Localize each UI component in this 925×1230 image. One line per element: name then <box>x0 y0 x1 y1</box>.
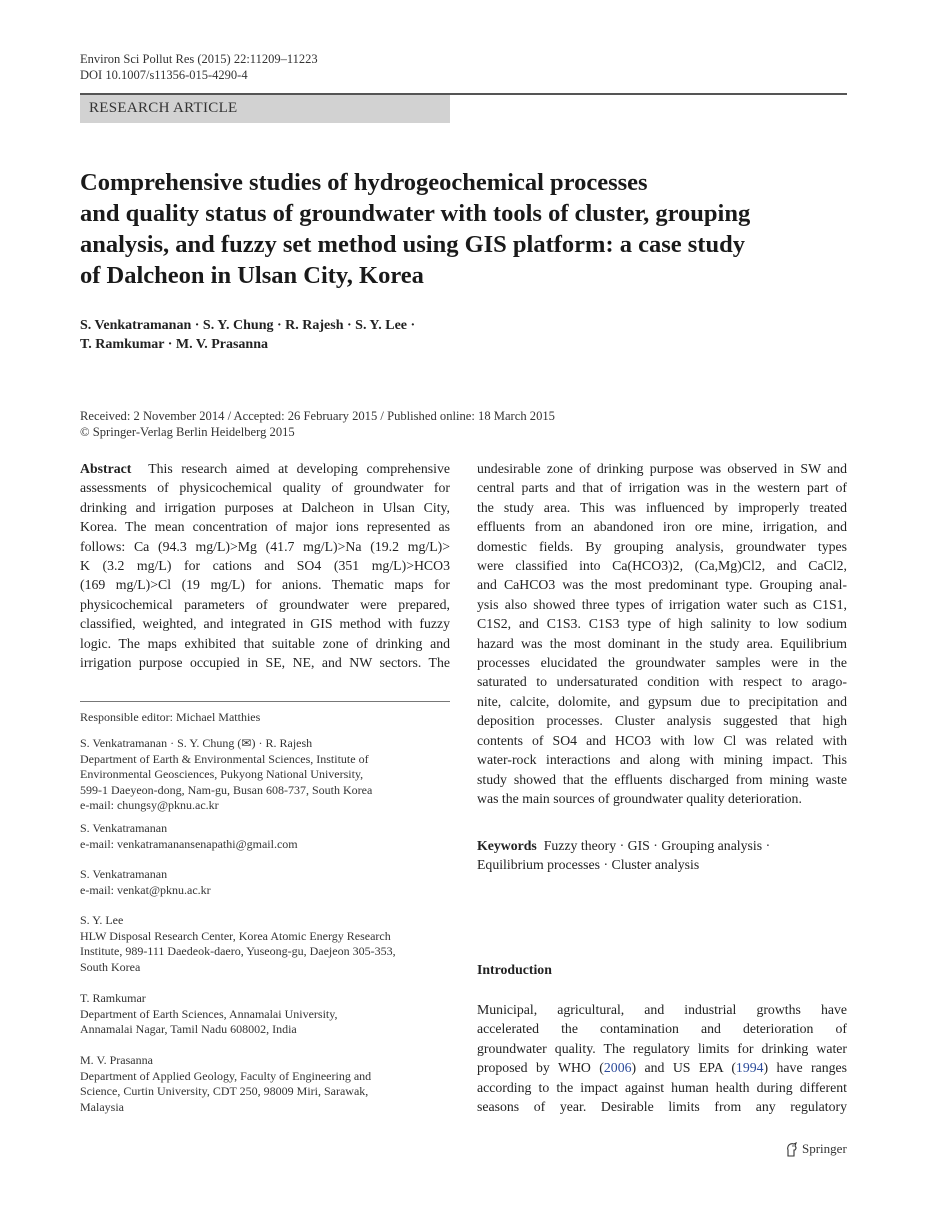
abstract-line: C1S2, and C1S3. C1S3 type of high salinity to low sodium <box>477 616 847 632</box>
abstract-column-right <box>477 459 847 808</box>
email-link[interactable]: e-mail: venkat@pknu.ac.kr <box>80 882 211 897</box>
footnote-rule <box>80 701 450 702</box>
abstract-line: saturated to undersaturated condition with respect to arago- <box>477 674 847 690</box>
abstract-line: were classified into Ca(HCO3)2, (Ca,Mg)Cl2, and CaCl2, <box>477 558 847 574</box>
email-link[interactable]: e-mail: chungsy@pknu.ac.kr <box>80 798 219 812</box>
intro-line: Municipal, agricultural, and industrial growths have <box>477 1002 847 1017</box>
title-line: analysis, and fuzzy set method using GIS platform: a case study <box>80 231 745 258</box>
publisher-logo <box>785 1141 847 1157</box>
springer-horse-icon <box>785 1142 798 1157</box>
affiliation-block: M. V. Prasanna Department of Applied Geology, Faculty of Engineering and Science, Curtin University, CDT 250, 98009 Miri, Sarawak, Malaysia <box>80 1053 372 1114</box>
abstract-line: ysis also showed three types of irrigation water such as C1S1, <box>477 596 847 612</box>
abstract-line: K (3.2 mg/L) for cations and SO4 (351 mg/L)>HCO3 <box>80 558 450 574</box>
abstract-line: study showed that the effluents discharged from mining waste <box>477 771 847 787</box>
citation-link[interactable]: 2006 <box>603 1060 632 1076</box>
author-list <box>80 316 415 354</box>
author-line: T. Ramkumar · M. V. Prasanna <box>80 337 268 352</box>
keywords-line: Equilibrium processes · Cluster analysis <box>477 857 700 873</box>
abstract-line: physicochemical parameters of groundwater were prepared, <box>80 596 450 612</box>
title-line: and quality status of groundwater with tools of cluster, grouping <box>80 200 751 227</box>
keywords-line: Fuzzy theory · GIS · Grouping analysis · <box>543 838 771 853</box>
journal-citation: Environ Sci Pollut Res (2015) 22:11209–11223 <box>80 52 318 66</box>
dates-line: Received: 2 November 2014 / Accepted: 26 February 2015 / Published online: 18 March 2015 <box>80 409 555 423</box>
publisher-name: Springer <box>802 1141 847 1156</box>
author-line: S. Venkatramanan · S. Y. Chung · R. Rajesh · S. Y. Lee · <box>80 318 416 333</box>
title-line: Comprehensive studies of hydrogeochemical processes <box>80 169 648 196</box>
affiliation-block: S. Venkatramanan · S. Y. Chung (✉) · R. Rajesh Department of Earth & Environmental Sciences, Institute of Environmental Geosciences, Pukyong National University, 599-1 Daeyeon-dong, Nam-gu, Busan 608-737, South Korea e-mail: chungsy@pknu.ac.kr <box>80 736 450 814</box>
abstract-column-left <box>80 459 450 672</box>
abstract-line: drinking and irrigation purposes at Dalcheon in Ulsan City, <box>80 499 450 515</box>
abstract-line: hazard was the most dominant in the study area. Equilibrium <box>477 635 847 651</box>
intro-line: according to the impact against human health during different <box>477 1079 847 1095</box>
affiliation-block: S. Venkatramanan e-mail: venkat@pknu.ac.kr <box>80 867 450 898</box>
article-type-banner <box>80 95 450 123</box>
affiliation-block: T. Ramkumar Department of Earth Sciences, Annamalai University, Annamalai Nagar, Tamil Nadu 608002, India <box>80 991 338 1036</box>
journal-header <box>80 51 318 83</box>
intro-line: groundwater quality. The regulatory limits for drinking water <box>477 1040 847 1056</box>
keywords <box>477 836 857 875</box>
abstract-line: central parts and that of irrigation was in the western part of <box>477 480 847 496</box>
email-link[interactable]: e-mail: venkatramanansenapathi@gmail.com <box>80 836 298 851</box>
abstract-line: nite, calcite, dolomite, and gypsum due to precipitation and <box>477 693 847 709</box>
publication-dates <box>80 409 555 440</box>
affiliation-block: S. Venkatramanan e-mail: venkatramanansenapathi@gmail.com <box>80 821 450 852</box>
abstract-line: logic. The maps exhibited that suitable zone of drinking and <box>80 635 450 651</box>
abstract-line: deposition processes. Cluster analysis suggested that high <box>477 713 847 729</box>
affiliation-block: S. Y. Lee HLW Disposal Research Center, Korea Atomic Energy Research Institute, 989-111 Daedeok-daero, Yuseong-gu, Daejeon 305-353, South Korea <box>80 913 396 974</box>
introduction-heading: Introduction <box>477 962 552 977</box>
article-type-label: RESEARCH ARTICLE <box>89 100 238 116</box>
abstract-line: effluents from an abandoned iron ore mine, irrigation, and <box>477 519 847 535</box>
abstract-line: was the main sources of groundwater quality deterioration. <box>477 790 802 806</box>
abstract-heading: Abstract <box>80 461 132 476</box>
intro-line: seasons of year. Desirable limits from any regulatory <box>477 1099 847 1115</box>
doi[interactable]: DOI 10.1007/s11356-015-4290-4 <box>80 68 248 82</box>
abstract-line: Korea. The mean concentration of major ions represented as <box>80 519 450 535</box>
abstract-line: undesirable zone of drinking purpose was observed in SW and <box>477 461 847 476</box>
intro-line: accelerated the contamination and deterioration of <box>477 1021 847 1037</box>
citation-link[interactable]: 1994 <box>735 1060 764 1076</box>
abstract-line: Abstract This research aimed at developing comprehensive <box>80 461 450 476</box>
abstract-line: processes elucidated the groundwater samples were in the <box>477 655 847 671</box>
abstract-line: and CaHCO3 was the most predominant type. Grouping anal- <box>477 577 847 593</box>
abstract-line: follows: Ca (94.3 mg/L)>Mg (41.7 mg/L)>Na (19.2 mg/L)> <box>80 538 450 554</box>
abstract-line: water-rock interactions and along with mining impact. This <box>477 752 847 768</box>
abstract-line: classified, weighted, and integrated in GIS method with fuzzy <box>80 616 450 632</box>
intro-line: proposed by WHO (2006) and US EPA (1994) have ranges <box>477 1060 847 1076</box>
abstract-line: assessments of physicochemical quality of groundwater for <box>80 480 450 496</box>
introduction-text <box>477 1000 847 1116</box>
abstract-line: irrigation purpose occupied in SE, NE, and NW sectors. The <box>80 655 450 671</box>
keywords-heading: Keywords <box>477 838 537 853</box>
abstract-line: domestic fields. By grouping analysis, groundwater types <box>477 538 847 554</box>
abstract-line: contents of SO4 and HCO3 with low Cl was related with <box>477 732 847 748</box>
title-line: of Dalcheon in Ulsan City, Korea <box>80 262 424 289</box>
copyright-line: © Springer-Verlag Berlin Heidelberg 2015 <box>80 424 295 439</box>
abstract-line: the study area. This was influenced by improperly treated <box>477 499 847 515</box>
responsible-editor: Responsible editor: Michael Matthies <box>80 710 261 724</box>
abstract-line: (169 mg/L)>Cl (19 mg/L) for anions. Thematic maps for <box>80 577 450 593</box>
article-title <box>80 167 840 291</box>
